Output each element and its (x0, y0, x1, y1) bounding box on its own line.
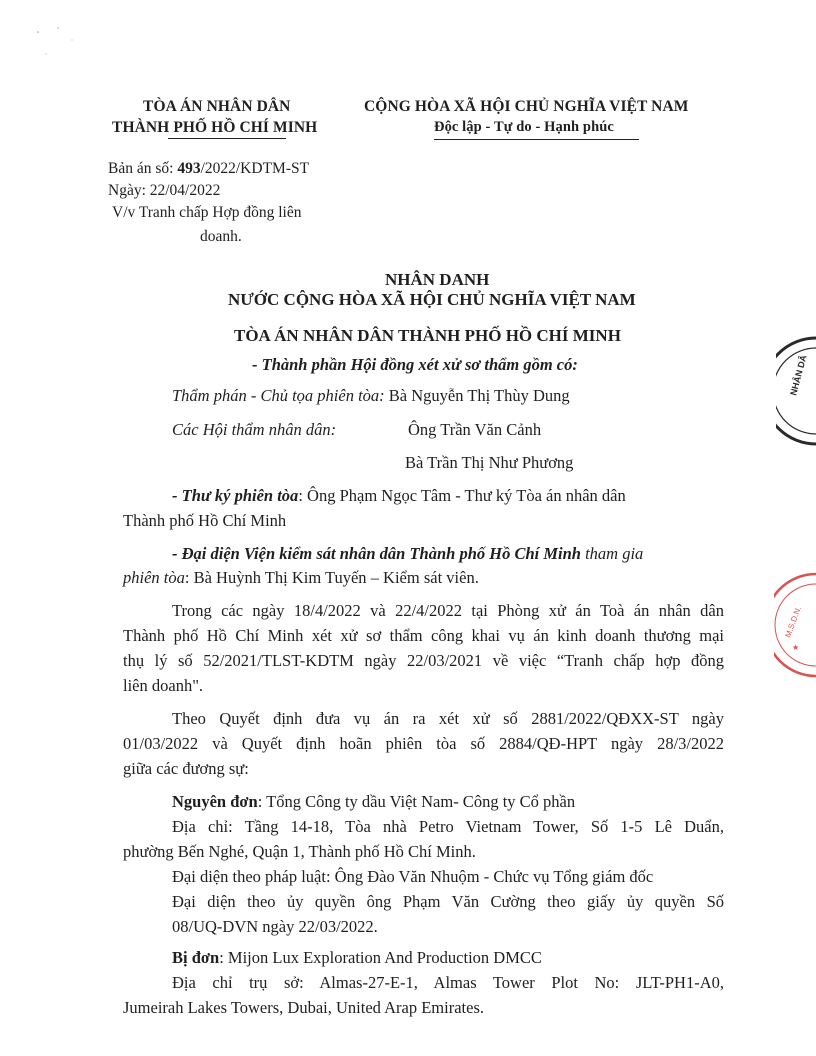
clerk-label: - Thư ký phiên tòa (172, 486, 299, 505)
para1-line4: liên doanh". (123, 676, 204, 695)
case-subject-line1: V/v Tranh chấp Hợp đồng liên (112, 204, 302, 221)
case-prefix: Bản án số: (108, 160, 178, 177)
plaintiff-label: Nguyên đơn (172, 792, 258, 811)
plaintiff-name: : Tổng Công ty dầu Việt Nam- Công ty Cổ phần (257, 792, 576, 811)
nation-motto: Độc lập - Tự do - Hạnh phúc (434, 119, 614, 135)
procurator-line2-label: phiên tòa (123, 568, 185, 587)
court-underline (168, 138, 286, 139)
para1-line3: thụ lý số 52/2021/TLST-KDTM ngày 22/03/2021 về việc “Tranh chấp hợp đồng (123, 651, 724, 670)
para1-line2: Thành phố Hồ Chí Minh xét xử sơ thẩm công khai vụ án kinh doanh thương mại (123, 626, 724, 645)
svg-text:NHÂN DÂ: NHÂN DÂ (788, 353, 809, 397)
plaintiff-line (172, 792, 575, 812)
procurator-line2 (123, 568, 479, 588)
plaintiff-authorized-rep: Đại diện theo ủy quyền ông Phạm Văn Cường theo giấy ủy quyền Số (172, 892, 724, 911)
title-in-the-name: NHÂN DANH (385, 270, 490, 289)
title-court: TÒA ÁN NHÂN DÂN THÀNH PHỐ HỒ CHÍ MINH (234, 326, 621, 345)
plaintiff-address-line2: phường Bến Nghé, Quận 1, Thành phố Hồ Chí Minh. (123, 842, 476, 861)
svg-text:★: ★ (792, 643, 800, 652)
court-seal-fragment (776, 336, 816, 446)
procurator-label: - Đại diện Viện kiểm sát nhân dân Thành phố Hồ Chí Minh (172, 544, 581, 563)
case-date: Ngày: 22/04/2022 (108, 182, 221, 199)
panel-heading: - Thành phần Hội đồng xét xử sơ thẩm gồm có: (252, 355, 578, 374)
defendant-name: : Mijon Lux Exploration And Production DMCC (219, 948, 542, 967)
clerk-text: : Ông Phạm Ngọc Tâm - Thư ký Tòa án nhân dân (298, 486, 626, 505)
procurator-tail: tham gia (580, 544, 644, 563)
juror-1: Ông Trần Văn Cảnh (408, 420, 542, 439)
plaintiff-address-line1: Địa chỉ: Tầng 14-18, Tòa nhà Petro Vietnam Tower, Số 1-5 Lê Duẩn, (172, 817, 724, 836)
defendant-address-line2: Jumeirah Lakes Towers, Dubai, United Arap Emirates. (123, 998, 484, 1017)
para2-line1: Theo Quyết định đưa vụ án ra xét xử số 2881/2022/QĐXX-ST ngày (172, 709, 724, 728)
case-subject-line2: doanh. (200, 228, 242, 245)
svg-text:M.S.D.N.: M.S.D.N. (783, 605, 803, 639)
clerk-line (172, 486, 626, 506)
court-name-line2: THÀNH PHỐ HỒ CHÍ MINH (112, 119, 318, 136)
motto-underline (434, 139, 639, 140)
procurator-line2-text: : Bà Huỳnh Thị Kim Tuyến – Kiểm sát viên. (184, 568, 479, 587)
title-nation: NƯỚC CỘNG HÒA XÃ HỘI CHỦ NGHĨA VIỆT NAM (228, 290, 636, 309)
judge-label: Thẩm phán - Chủ tọa phiên tòa: (172, 386, 385, 405)
judge-line (172, 386, 570, 406)
jurors-label: Các Hội thẩm nhân dân: (172, 420, 337, 439)
defendant-address-line1: Địa chỉ trụ sở: Almas-27-E-1, Almas Tower Plot No: JLT-PH1-A0, (172, 973, 724, 992)
plaintiff-authorized-rep-line2: 08/UQ-DVN ngày 22/03/2022. (172, 917, 378, 936)
company-seal-fragment (774, 570, 816, 680)
procurator-line (172, 544, 643, 564)
clerk-line2: Thành phố Hồ Chí Minh (123, 511, 287, 530)
para2-line3: giữa các đương sự: (123, 759, 249, 778)
case-number: 493 (177, 160, 201, 177)
defendant-line (172, 948, 542, 968)
plaintiff-legal-rep: Đại diện theo pháp luật: Ông Đào Văn Nhuộm - Chức vụ Tổng giám đốc (172, 867, 654, 886)
judge-name: Bà Nguyễn Thị Thùy Dung (384, 386, 570, 405)
defendant-label: Bị đơn (172, 948, 220, 967)
scan-specks (28, 20, 88, 70)
case-suffix: /2022/KDTM-ST (200, 160, 310, 177)
case-number-line (108, 158, 309, 180)
juror-2: Bà Trần Thị Như Phương (405, 453, 574, 472)
court-name-line1: TÒA ÁN NHÂN DÂN (143, 98, 291, 115)
para1-line1: Trong các ngày 18/4/2022 và 22/4/2022 tại Phòng xử án Toà án nhân dân (172, 601, 724, 620)
para2-line2: 01/03/2022 và Quyết định hoãn phiên tòa số 2884/QĐ-HPT ngày 28/3/2022 (123, 734, 724, 753)
nation-name: CỘNG HÒA XÃ HỘI CHỦ NGHĨA VIỆT NAM (364, 98, 689, 115)
